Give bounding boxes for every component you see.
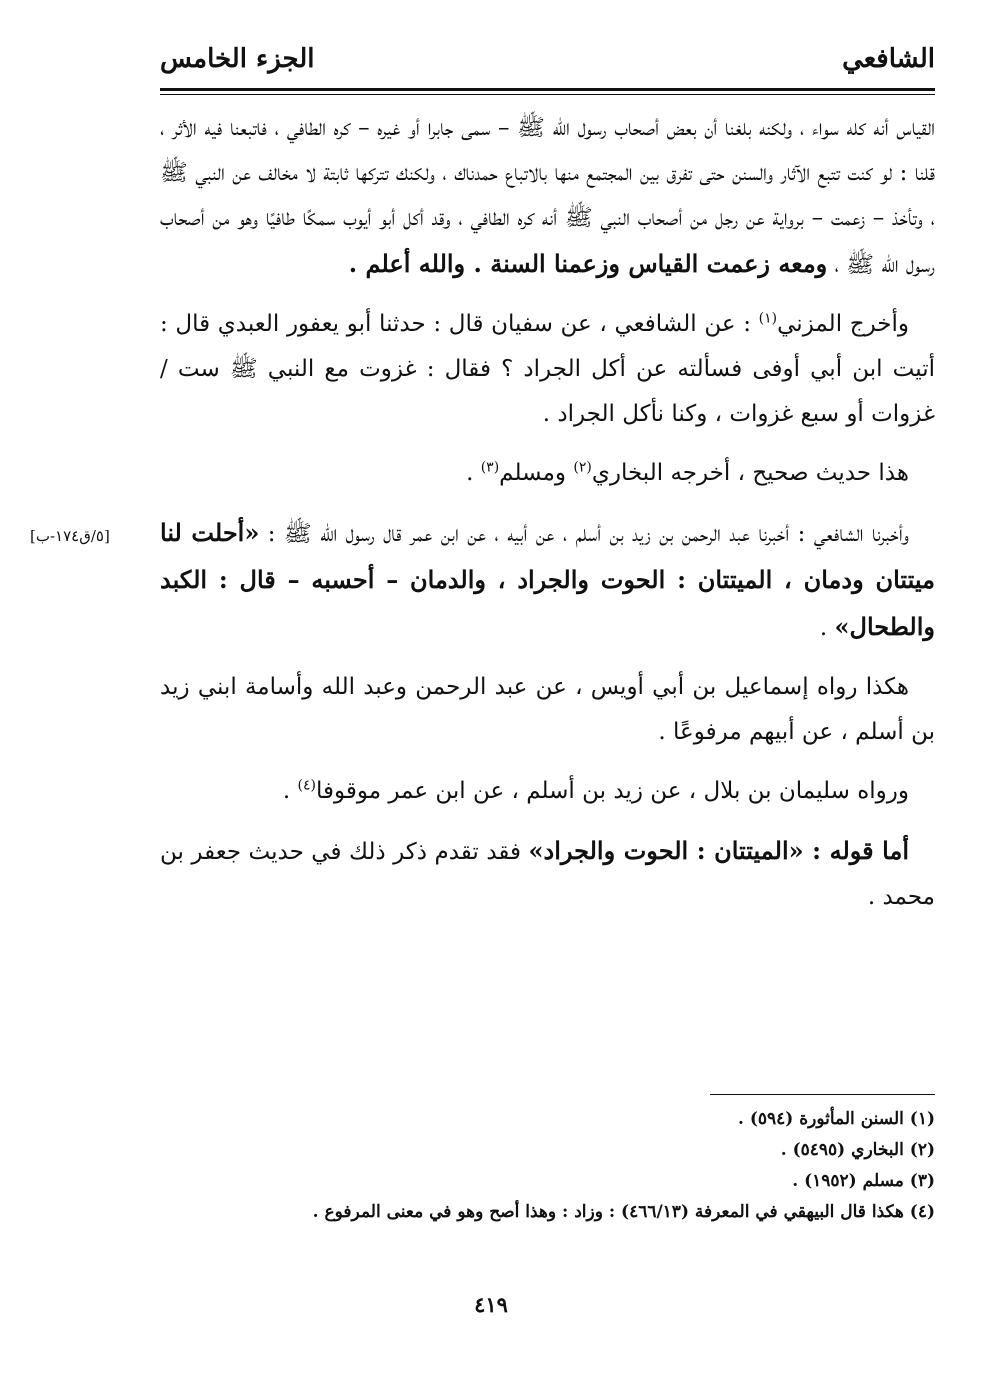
- paragraph-3-text-b: ومسلم: [499, 460, 574, 486]
- paragraph-2: [160, 302, 935, 437]
- paragraph-3-text-a: هذا حديث صحيح ، أخرجه البخاري: [591, 460, 909, 486]
- footnote-ref-3[interactable]: (٣): [480, 459, 500, 476]
- paragraph-6-text-b: .: [282, 778, 298, 804]
- running-header: [160, 40, 935, 86]
- paragraph-4-text-a: وأخبرنا الشافعي : أخبرنا عبد الرحمن بن زيد بن أسلم ، عن أبيه ، عن ابن عمر قال رسول الله ﷺ :: [259, 521, 909, 547]
- page-number: ٤١٩: [474, 1292, 508, 1317]
- paragraph-5-text: هكذا رواه إسماعيل بن أبي أويس ، عن عبد الرحمن وعبد الله وأسامة ابني زيد بن أسلم ، عن أبيهم مرفوعًا .: [160, 674, 935, 745]
- footnote-ref-1[interactable]: (١): [758, 310, 778, 327]
- paragraph-1-text: القياس أنه كله سواء ، ولكنه بلغنا أن بعض أصحاب رسول الله ﷺ – سمى جابرا أو غيره – كره الطافي ، فاتبعنا فيه الأثر ، قلنا : لو كنت تتبع الآثار والسنن حتى تفرق بين المجتمع منها بالاتباع حمدناك ، ولكنك تتركها ثابتة لا مخالف عن النبي ﷺ ، وتأخذ – زعمت – برواية عن رجل من أصحاب النبي ﷺ أنه كره الطافي ، وقد أكل أبو أيوب سمكًا طافيًا وهو من أصحاب رسول الله ﷺ ،: [160, 115, 935, 278]
- paragraph-5: [160, 665, 935, 755]
- paragraph-6-text-a: ورواه سليمان بن بلال ، عن زيد بن أسلم ، عن ابن عمر موقوفا: [315, 778, 909, 804]
- paragraph-7-text: فقد تقدم ذكر ذلك في حديث جعفر بن محمد .: [160, 839, 935, 910]
- paragraph-3: [160, 451, 935, 496]
- header-rule-thick: [160, 88, 935, 91]
- paragraph-3-text-c: .: [466, 460, 481, 486]
- paragraph-7: [160, 828, 935, 920]
- footnote-ref-2[interactable]: (٢): [573, 459, 592, 476]
- footnote-ref-4[interactable]: (٤): [297, 777, 316, 794]
- header-rule-thin: [160, 94, 935, 95]
- footnote-2: (٢) البخاري (٥٤٩٥) .: [780, 1140, 935, 1160]
- footnote-3: (٣) مسلم (١٩٥٢) .: [792, 1171, 935, 1191]
- footnote-4: (٤) هكذا قال البيهقي في المعرفة (٤٦٦/١٣) : وزاد : وهذا أصح وهو في معنى المرفوع .: [312, 1202, 935, 1222]
- paragraph-1: [160, 106, 935, 288]
- paragraph-7-bold: أما قوله : «الميتتان : الحوت والجراد»: [528, 836, 909, 865]
- paragraph-6: [160, 769, 935, 814]
- paragraph-4: [160, 510, 935, 651]
- paragraph-4-text-c: .: [819, 615, 835, 641]
- paragraph-2-text-b: : عن الشافعي ، عن سفيان قال : حدثنا أبو يعفور العبدي قال : أتيت ابن أبي أوفى فسألته عن أكل الجراد ؟ فقال : غزوت مع النبي ﷺ ست / غزوات أو سبع غزوات ، وكنا نأكل الجراد .: [160, 311, 935, 427]
- manuscript-folio-note: [٥/ق١٧٤-ب]: [30, 527, 110, 545]
- book-title: الشافعي: [842, 44, 935, 74]
- footnote-separator: [710, 1094, 935, 1095]
- volume-label: الجزء الخامس: [160, 44, 315, 74]
- paragraph-2-text-a: وأخرج المزني: [777, 311, 909, 337]
- main-text: [160, 106, 935, 934]
- hadith-quote: «أحلت لنا ميتتان ودمان ، الميتتان : الحوت والجراد ، والدمان – أحسبه – قال : الكبد والطحال»: [160, 518, 935, 641]
- paragraph-1-bold: ومعه زعمت القياس وزعمنا السنة . والله أعلم .: [348, 249, 828, 278]
- footnote-1: (١) السنن المأثورة (٥٩٤) .: [737, 1109, 935, 1129]
- footnotes: [160, 1104, 935, 1228]
